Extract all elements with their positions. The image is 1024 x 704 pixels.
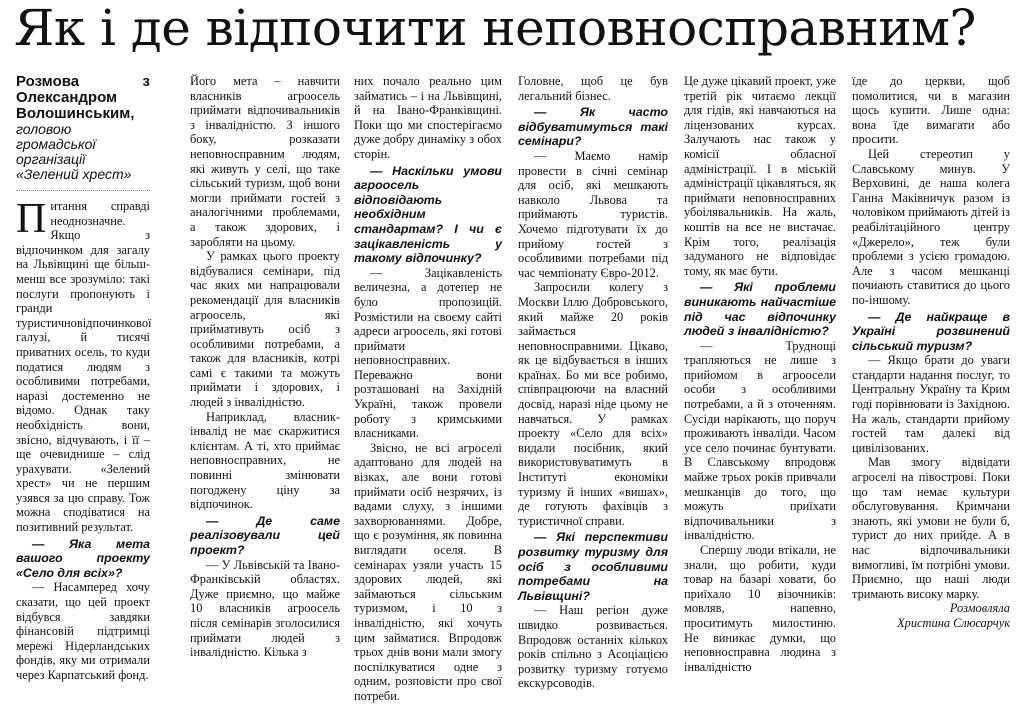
- article-column-3: [354, 74, 502, 703]
- paragraph: їде до церкви, щоб помолитися, чи в магазин щось купити. Лише одна: вона їде вимагати або просити.: [852, 74, 1010, 147]
- paragraph: — Зацікавленість величезна, а дотепер не було пропозицій. Розмістили на своєму сайті адреси агроосель, які готові приймати неповносправних. Переважно вони розташовані на Західній Україні, також провели роботу з кримськими власниками.: [354, 265, 502, 441]
- interview-question: — Де саме реалізовували цей проект?: [190, 513, 340, 557]
- paragraph: Спершу люди втікали, не знали, що робити, куди товар на базарі ховати, бо приїхало 10 візочників: мовляв, напевно, проситимуть милостиню. Не виникає думки, що неповносправна людина з інвалідністю: [684, 543, 836, 674]
- interview-question: — Як часто відбуватимуться такі семінари?: [518, 105, 668, 149]
- paragraph-text: итання справді неоднозначне. Якщо з відпочинком для загалу на Львівщині ще більш-менш все зрозуміло: такі послуги пропонують і гранди туристичновідпочинкової галузі, й тисячі приватних осель, то куди податися людям з особливими потребами, наразі достеменно не відомо. Однак таку необхідність вони, звісно, відчувають, і її – ще очевиднише – слід урахувати. «Зелений хрест» чи не першим узявся за цю справу. Тож можна сподіватися на позитивний результат.: [16, 199, 152, 535]
- article-column-1: [16, 73, 152, 682]
- paragraph: них почало реально цим займатись – і на Львівщині, й на Івано-Франківщині. Поки що ми спостерігаємо дуже добру динаміку з обох сторін.: [354, 74, 502, 161]
- article-column-2: [190, 74, 340, 660]
- paragraph: — У Львівській та Івано-Франківській областях. Дуже приємно, що майже 10 власників агроосель після семінарів зголосилися приймати людей з інвалідністю. Кілька з: [190, 557, 340, 660]
- intro-subtitle: головою громадської організації «Зелений хрест»: [16, 121, 132, 182]
- paragraph: — Наш регіон дуже швидко розвивається. Впродовж останніх кількох років спільно з Асоціацією розвитку туризму готуємо екскурсоводів.: [518, 603, 668, 691]
- paragraph: Мав змогу відвідати агроселі на півострові. Поки що там немає культури обслуговування. Кримчани знають, які умови не були б, турист до них прийде. А в нас відпочивальники вимогливі, їм потрібні умови. Приємно, що наші люди тримають високу марку.: [852, 455, 1010, 601]
- interview-question: — Які перспективи розвитку туризму для осіб з особливими потребами на Львівщині?: [518, 530, 668, 603]
- interview-question: — Які проблеми виникають найчастіше під час відпочинку людей з інвалідністю?: [684, 280, 836, 339]
- interview-question: — Де найкраще в Україні розвинений сільський туризм?: [852, 309, 1010, 353]
- paragraph: Головне, щоб це був легальний бізнес.: [518, 74, 668, 103]
- paragraph: — Насамперед хочу сказати, що цей проект відбувся завдяки фінансовій підтримці мережі Нідерландських фондів, яку ми отримали через Карпатський фонд.: [16, 580, 150, 682]
- paragraph: Цей стереотип у Славському минув. У Верховині, де наша колега Ганна Маківничук разом із чоловіком приймають дітей із реабілітаційного центру «Джерело», теж були проблеми з усією громадою. Але з часом мешканці почиають ставитися до цього по-іншому.: [852, 146, 1010, 307]
- article-column-6: [852, 74, 1010, 630]
- interview-question: — Наскільки умови агроосель відповідають необхідним стандартам? І чи є зацікавленість у такому відпочинку?: [354, 163, 502, 266]
- interview-question: — Яка мета вашого проекту «Село для всіх»?: [16, 536, 150, 580]
- paragraph: Наприклад, власник-інвалід не має скаржитися клієнтам. А ті, хто приймає неповносправних, не повинні змінювати погоджену ціну за відпочинок.: [190, 409, 340, 512]
- drop-cap: П: [16, 196, 47, 242]
- byline: Розмовляла: [949, 601, 1010, 616]
- article-column-4: [518, 74, 668, 691]
- paragraph: Звісно, не всі агроселі адаптовано для людей на візках, але вони готові приймати осіб незрячих, із вадами слуху, з іншими захворюваннями. Добре, що є розуміння, як повинна виглядати оселя. В семінарах узяли участь 15 здорових людей, які займаються сільським туризмом, і 10 з інвалідністю, які хочуть цим займатися. Впродовж трьох днів вони мали змогу поспілкуватися одне з одним, розповісти про свої потреби.: [354, 440, 502, 703]
- byline: Христина Слюсарчук: [897, 615, 1010, 630]
- paragraph: Його мета – навчити власників агроосель приймати відпочивальників з інвалідністю. З іншого боку, розказати неповносправним людям, які живуть у селі, що таке сільський туризм, щоб вони могли приймати гостей з аналогічними проблемами, а також здорових, і заробляти на цьому.: [190, 74, 340, 249]
- paragraph: Запросили колегу з Москви Іллю Добровського, який майже 20 років займається неповносправними. Цікаво, як це відбувається в інших країнах. Бо ми все робимо, співпрацюючи на власний досвід, наразі ніде цьому не навчаться. У рамках проекту «Село для всіх» видали посібник, який використовуватимуть в Інституті економіки туризму й інших «вишах», де готують фахівців з туристичної справи.: [518, 280, 668, 528]
- paragraph: У рамках цього проекту відбувалися семінари, під час яких ми напрацювали рекомендації для власників агроосель, які приймативуть осіб з особливими потребами, а також для власників, котрі самі є такими та можуть приймати і здорових, і людей з інвалідністю.: [190, 249, 340, 410]
- article-column-5: [684, 74, 836, 674]
- paragraph: — Якщо брати до уваги стандарти надання послуг, то Центральну Україну та Крим годі порівнювати із Західною. На жаль, стандарти прийому гостей там далекі від цивілізованих.: [852, 353, 1010, 455]
- intro-title: Розмова з Олександром Волошинським,: [16, 73, 150, 122]
- paragraph: — Маємо намір провести в січні семінар для осіб, які мешкають навколо Львова та приймають туристів. Хочемо підготувати їх до прийому гостей з особливими потребами під час чемпіонату Євро-2012.: [518, 148, 668, 280]
- paragraph: [16, 196, 152, 535]
- headline: Як і де відпочити неповносправним?: [14, 0, 976, 57]
- paragraph: — Труднощі трапляються не лише з прийомом в агроосели особи з особливими потребами, а й з оточенням. Сусіди нарікають, що поруч проживають інваліди. Часом усе село починає бунтувати. В Славському впродовж майже трьох років привчали мешканців до того, що можуть приїхати відпочивальники з інвалідністю.: [684, 338, 836, 543]
- paragraph: Це дуже цікавий проект, уже третій рік читаємо лекції для гідів, які навчаються на ліцензованих курсах. Залучають нас також у комісії обласної адміністрації. І в міській адміністрації цікавляться, як приймати неповносправних убоілявальників. На жаль, коштів на все не вистачає. Крім того, реалізація задуманого не відповідає тому, як має бути.: [684, 74, 836, 278]
- dotted-divider: [16, 190, 150, 191]
